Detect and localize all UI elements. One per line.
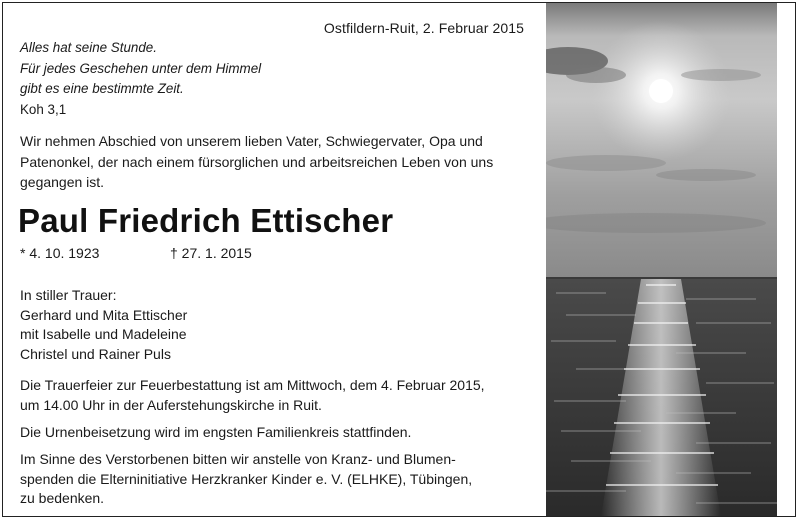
funeral-line: um 14.00 Uhr in der Auferstehungskirche in Ruit. [20,396,322,413]
mourners-list [20,286,187,364]
intro-line: Wir nehmen Abschied von unserem lieben Vater, Schwiegervater, Opa und [20,133,483,149]
donation-line: spenden die Elterninitiative Herzkranker Kinder e. V. (ELHKE), Tübingen, [20,470,473,487]
mourner-line: Gerhard und Mita Ettischer [20,306,188,323]
intro-line: Patenonkel, der nach einem fürsorglichen und arbeitsreichen Leben von uns [20,153,494,170]
mourner-line: mit Isabelle und Madeleine [20,326,187,342]
donation-line: zu bedenken. [20,490,105,506]
funeral-info [20,376,520,415]
quote-line: Für jedes Geschehen unter dem Himmel [20,60,262,76]
deceased-name: Paul Friedrich Ettischer [18,202,394,239]
donation-line: Im Sinne des Verstorbenen bitten wir anstelle von Kranz- und Blumen- [20,451,456,467]
birth-date: * 4. 10. 1923 [20,245,100,261]
urn-burial-info: Die Urnenbeisetzung wird im engsten Familienkreis stattfinden. [20,424,412,440]
quote-reference: Koh 3,1 [20,101,67,117]
death-date: † 27. 1. 2015 [170,245,252,261]
place-date: Ostfildern-Ruit, 2. Februar 2015 [323,20,524,36]
funeral-line: Die Trauerfeier zur Feuerbestattung ist am Mittwoch, dem 4. Februar 2015, [20,377,485,393]
mourner-line: Christel und Rainer Puls [20,345,171,362]
bible-quote [20,38,261,120]
quote-line: gibt es eine bestimmte Zeit. [20,81,184,96]
intro-line: gegangen ist. [20,174,105,190]
donation-request [20,450,520,509]
obituary-text-column [18,0,538,521]
sunset-sea-photo [546,3,777,516]
life-dates [20,245,252,261]
mourners-heading: In stiller Trauer: [20,287,117,303]
intro-paragraph [20,131,520,193]
quote-line: Alles hat seine Stunde. [20,40,157,55]
